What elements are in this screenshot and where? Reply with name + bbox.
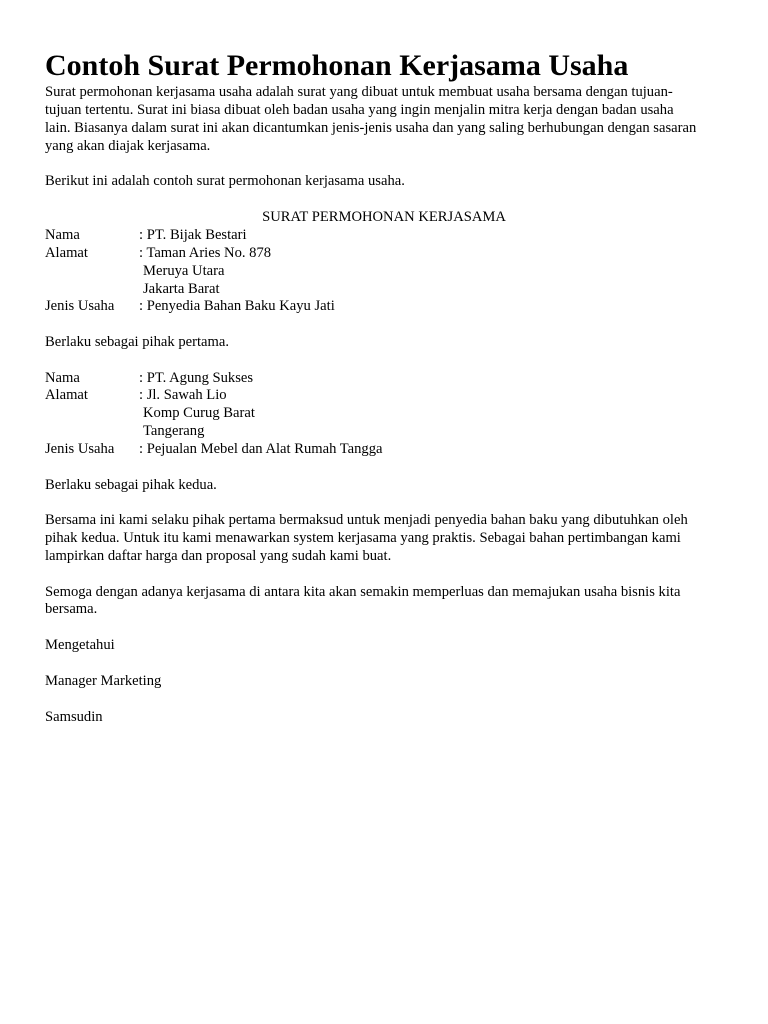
party1-nama-value: : PT. Bijak Bestari	[139, 227, 247, 243]
party1-jenis-value: : Penyedia Bahan Baku Kayu Jati	[139, 298, 335, 314]
body1-line-3: lampirkan daftar harga dan proposal yang sudah kami buat.	[45, 548, 392, 564]
party2-alamat-line-2: Komp Curug Barat	[143, 405, 255, 421]
party1-jenis-label: Jenis Usaha	[45, 298, 115, 314]
party2-nama-value: : PT. Agung Sukses	[139, 370, 254, 386]
party2-alamat-line-1: : Jl. Sawah Lio	[139, 387, 227, 403]
closing-text: Mengetahui	[45, 637, 115, 653]
intro-line-1: Surat permohonan kerjasama usaha adalah surat yang dibuat untuk membuat usaha bersama dengan tujuan-	[45, 84, 673, 100]
party2-alamat-label: Alamat	[45, 387, 88, 403]
lead-paragraph: Berikut ini adalah contoh surat permohonan kerjasama usaha.	[45, 173, 405, 189]
letter-title: SURAT PERMOHONAN KERJASAMA	[262, 209, 506, 225]
intro-line-2: tujuan tertentu. Surat ini biasa dibuat oleh badan usaha yang ingin menjalin mitra kerja dengan badan usaha	[45, 102, 674, 118]
party1-note: Berlaku sebagai pihak pertama.	[45, 334, 229, 350]
party2-note: Berlaku sebagai pihak kedua.	[45, 477, 217, 493]
party1-alamat-label: Alamat	[45, 245, 88, 261]
body2-line-1: Semoga dengan adanya kerjasama di antara kita akan semakin memperluas dan memajukan usaha bisnis kita	[45, 584, 681, 600]
signer-name: Samsudin	[45, 709, 103, 725]
page-title: Contoh Surat Permohonan Kerjasama Usaha	[45, 49, 629, 82]
party1-alamat-line-2: Meruya Utara	[143, 263, 225, 279]
party1-alamat-line-1: : Taman Aries No. 878	[139, 245, 272, 261]
party1-alamat-line-3: Jakarta Barat	[143, 281, 220, 297]
body1-line-2: pihak kedua. Untuk itu kami menawarkan system kerjasama yang praktis. Sebagai bahan pertimbangan kami	[45, 530, 681, 546]
body2-line-2: bersama.	[45, 601, 98, 617]
party2-alamat-line-3: Tangerang	[143, 423, 205, 439]
signer-position: Manager Marketing	[45, 673, 162, 689]
party1-nama-label: Nama	[45, 227, 80, 243]
party2-jenis-value: : Pejualan Mebel dan Alat Rumah Tangga	[139, 441, 383, 457]
party2-jenis-label: Jenis Usaha	[45, 441, 115, 457]
intro-line-4: yang akan diajak kerjasama.	[45, 138, 211, 154]
party2-nama-label: Nama	[45, 370, 80, 386]
body1-line-1: Bersama ini kami selaku pihak pertama bermaksud untuk menjadi penyedia bahan baku yang dibutuhkan oleh	[45, 512, 688, 528]
intro-line-3: lain. Biasanya dalam surat ini akan dicantumkan jenis-jenis usaha dan yang saling berhubungan dengan sasaran	[45, 120, 697, 136]
